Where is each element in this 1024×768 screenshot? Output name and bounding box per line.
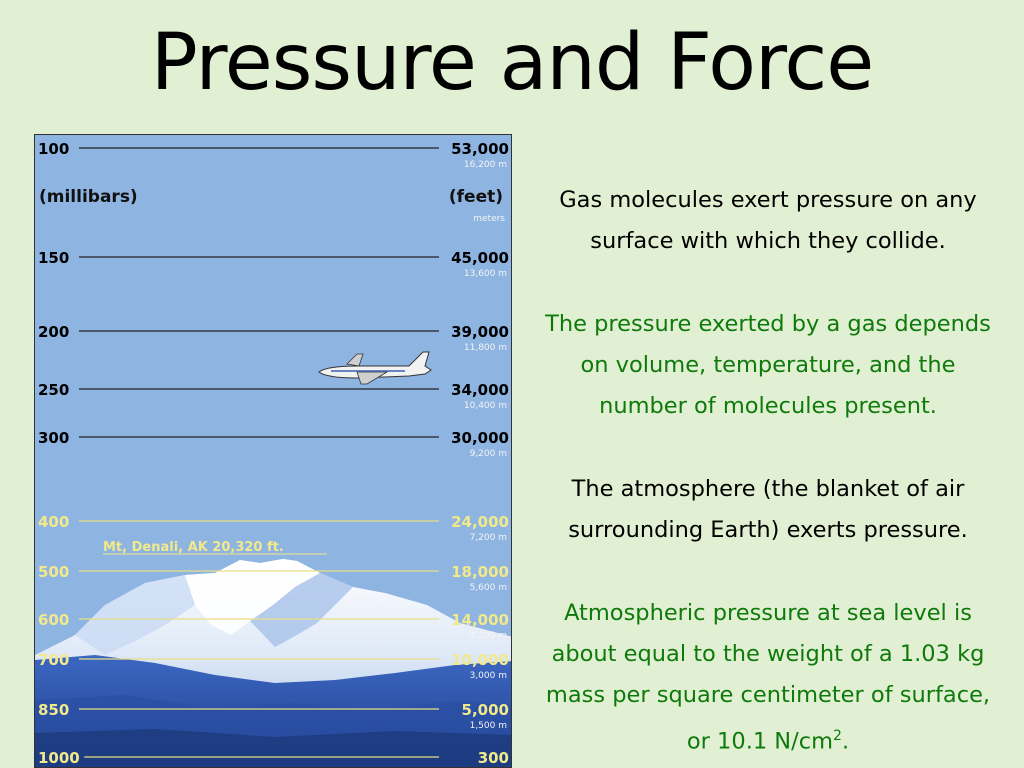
text-line-final	[522, 716, 1014, 763]
paragraph-gas-molecules	[522, 180, 1014, 262]
altitude-feet-label: 18,000	[451, 563, 509, 581]
altitude-meters-label: 1,500 m	[469, 721, 507, 731]
millibar-label: 250	[38, 381, 70, 399]
altitude-meters-label: 5,600 m	[469, 583, 507, 593]
paragraph-sea-level	[522, 593, 1014, 763]
altitude-feet-label: 39,000	[451, 323, 509, 341]
superscript-2: 2	[833, 728, 842, 744]
text-column	[522, 180, 1014, 763]
altitude-meters-label: 3,000 m	[469, 671, 507, 681]
millibar-label: 700	[38, 651, 70, 669]
millibar-label: 400	[38, 513, 70, 531]
millibar-label: 100	[38, 140, 70, 158]
altitude-meters-label: 13,600 m	[463, 269, 507, 279]
altitude-feet-label: 5,000	[461, 701, 509, 719]
altitude-meters-label: 11,800 m	[463, 343, 507, 353]
altitude-meters-label: 7,200 m	[469, 533, 507, 543]
final-line-text: or 10.1 N/cm	[686, 728, 834, 755]
altitude-feet-label: 300	[477, 749, 509, 767]
millibar-label: 600	[38, 611, 70, 629]
text-line: about equal to the weight of a 1.03 kg	[551, 641, 985, 667]
text-line: surrounding Earth) exerts pressure.	[568, 517, 968, 543]
altitude-feet-label: 30,000	[451, 429, 509, 447]
mountain-label: Mt, Denali, AK 20,320 ft.	[103, 540, 284, 555]
altitude-feet-label: 45,000	[451, 249, 509, 267]
altitude-meters-label: 10,400 m	[463, 401, 507, 411]
altitude-meters-label: 4,200 m	[469, 631, 507, 641]
millibars-header: (millibars)	[39, 187, 138, 207]
paragraph-atmosphere	[522, 469, 1014, 551]
text-line: mass per square centimeter of surface,	[545, 682, 991, 708]
final-line-period: .	[841, 728, 850, 755]
altitude-feet-label: 34,000	[451, 381, 509, 399]
slide-title: Pressure and Force	[150, 18, 874, 108]
text-line: The atmosphere (the blanket of air	[571, 476, 965, 502]
millibar-label: 200	[38, 323, 70, 341]
altitude-meters-label: 16,200 m	[463, 160, 507, 170]
atmosphere-pressure-figure	[34, 134, 512, 768]
paragraph-pressure-depends	[522, 304, 1014, 427]
text-line: on volume, temperature, and the	[580, 352, 956, 378]
altitude-feet-label: 53,000	[451, 140, 509, 158]
text-line: number of molecules present.	[599, 393, 937, 419]
millibar-label: 1000	[38, 749, 80, 767]
feet-header: (feet)	[448, 187, 503, 207]
meters-header: meters	[473, 214, 505, 224]
altitude-feet-label: 10,000	[451, 651, 509, 669]
altitude-feet-label: 14,000	[451, 611, 509, 629]
text-line: Atmospheric pressure at sea level is	[564, 600, 972, 626]
text-line: Gas molecules exert pressure on any	[559, 187, 977, 213]
text-line: The pressure exerted by a gas depends	[545, 311, 991, 337]
pressure-altitude-diagram	[35, 135, 512, 768]
millibar-label: 150	[38, 249, 70, 267]
altitude-feet-label: 24,000	[451, 513, 509, 531]
altitude-meters-label: 9,200 m	[469, 449, 507, 459]
millibar-label: 850	[38, 701, 70, 719]
millibar-label: 500	[38, 563, 70, 581]
text-line: surface with which they collide.	[590, 228, 946, 254]
millibar-label: 300	[38, 429, 70, 447]
